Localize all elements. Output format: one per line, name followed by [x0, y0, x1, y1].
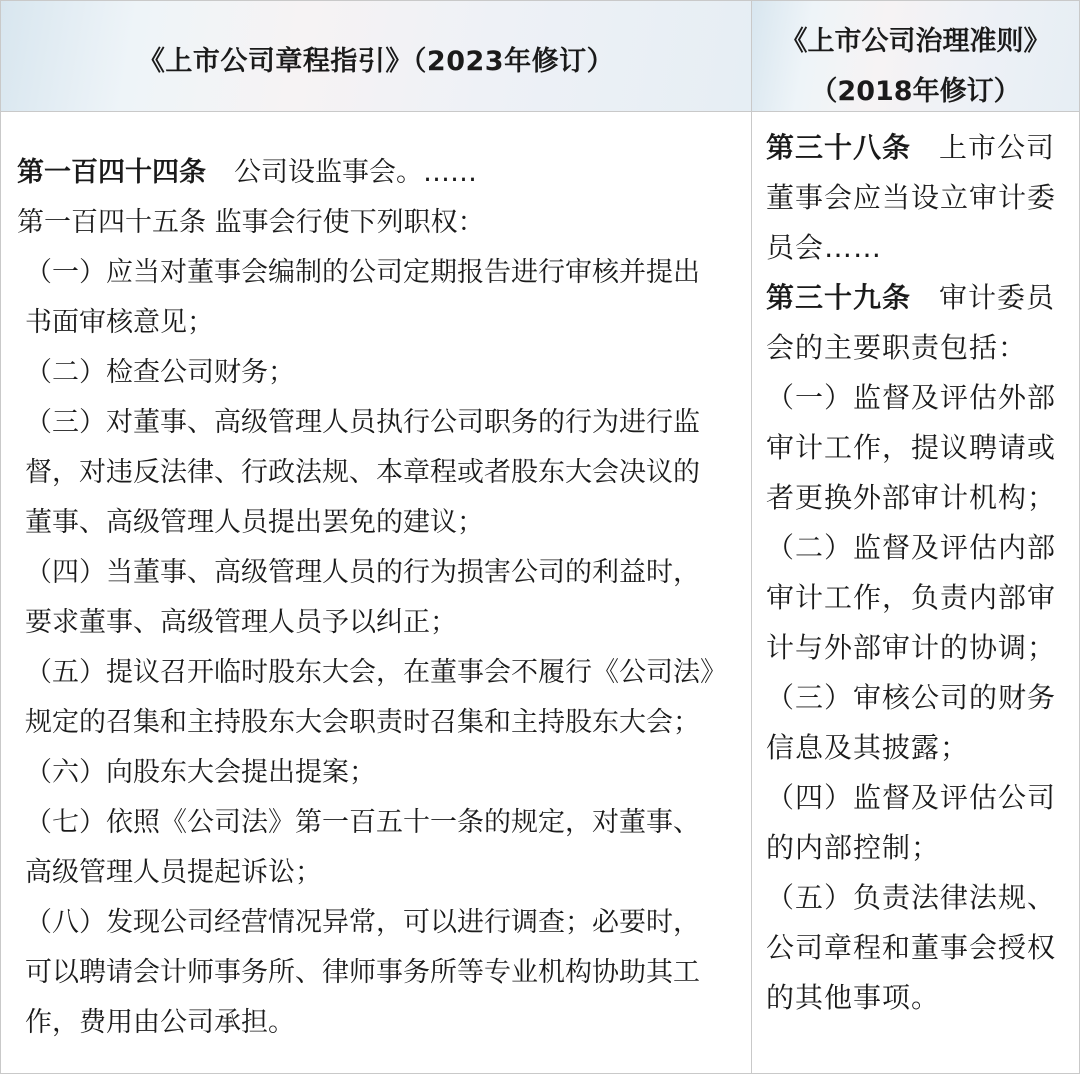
article-144-label: 第一百四十四条 [17, 157, 206, 188]
right-line: 公司章程和董事会授权 [766, 931, 1057, 964]
left-line: 规定的召集和主持股东大会职责时召集和主持股东大会； [25, 707, 700, 738]
left-line: （八）发现公司经营情况异常，可以进行调查；必要时， [25, 907, 700, 938]
left-line: （一）应当对董事会编制的公司定期报告进行审核并提出 [25, 257, 700, 288]
left-column-body [17, 148, 745, 1048]
left-line: 要求董事、高级管理人员予以纠正； [25, 607, 457, 638]
right-column-title: 《上市公司治理准则》 [780, 26, 1051, 57]
right-line: （五）负责法律法规、 [766, 881, 1057, 914]
right-line: 员会…… [766, 231, 883, 264]
right-line: 的其他事项。 [766, 981, 941, 1014]
right-line: 计与外部审计的协调； [766, 631, 1057, 664]
left-line: （五）提议召开临时股东大会，在董事会不履行《公司法》 [25, 657, 727, 688]
left-line: 可以聘请会计师事务所、律师事务所等专业机构协助其工 [25, 957, 700, 988]
right-line: 审计工作，提议聘请或 [766, 431, 1057, 464]
left-line: 高级管理人员提起诉讼； [25, 857, 322, 888]
right-line: （三）审核公司的财务 [766, 681, 1057, 714]
left-line: 第一百四十五条 监事会行使下列职权： [17, 207, 485, 238]
left-line: （六）向股东大会提出提案； [25, 757, 376, 788]
right-line: 会的主要职责包括： [766, 331, 1028, 364]
right-line: 信息及其披露； [766, 731, 970, 764]
right-line: （二）监督及评估内部 [766, 531, 1057, 564]
right-line: 董事会应当设立审计委 [766, 181, 1057, 214]
left-column-title: 《上市公司章程指引》（2023年修订） [137, 46, 615, 77]
left-line: （二）检查公司财务； [25, 357, 295, 388]
article-144 [17, 148, 745, 198]
right-line: 审计工作，负责内部审 [766, 581, 1057, 614]
header-left-cell [1, 1, 751, 112]
article-39-text: 审计委员 [939, 281, 1056, 314]
article-38-text: 上市公司 [939, 131, 1056, 164]
left-line: 作，费用由公司承担。 [25, 1007, 295, 1038]
right-column-body [766, 123, 1071, 1023]
right-line: （一）监督及评估外部 [766, 381, 1057, 414]
header-right-cell [752, 1, 1079, 112]
right-column-subtitle: （2018年修订） [810, 76, 1021, 107]
left-line: （四）当董事、高级管理人员的行为损害公司的利益时， [25, 557, 700, 588]
article-38-label: 第三十八条 [766, 131, 912, 164]
left-line: （三）对董事、高级管理人员执行公司职务的行为进行监 [25, 407, 700, 438]
left-line: 书面审核意见； [25, 307, 214, 338]
right-line: 者更换外部审计机构； [766, 481, 1057, 514]
article-38 [766, 123, 1071, 173]
column-divider [751, 1, 752, 1073]
left-line: （七）依照《公司法》第一百五十一条的规定，对董事、 [25, 807, 700, 838]
left-line: 董事、高级管理人员提出罢免的建议； [25, 507, 484, 538]
article-39-label: 第三十九条 [766, 281, 912, 314]
article-39 [766, 273, 1071, 323]
right-line: 的内部控制； [766, 831, 941, 864]
right-line: （四）监督及评估公司 [766, 781, 1057, 814]
article-144-text: 公司设监事会。…… [234, 157, 477, 188]
left-line: 督，对违反法律、行政法规、本章程或者股东大会决议的 [25, 457, 700, 488]
